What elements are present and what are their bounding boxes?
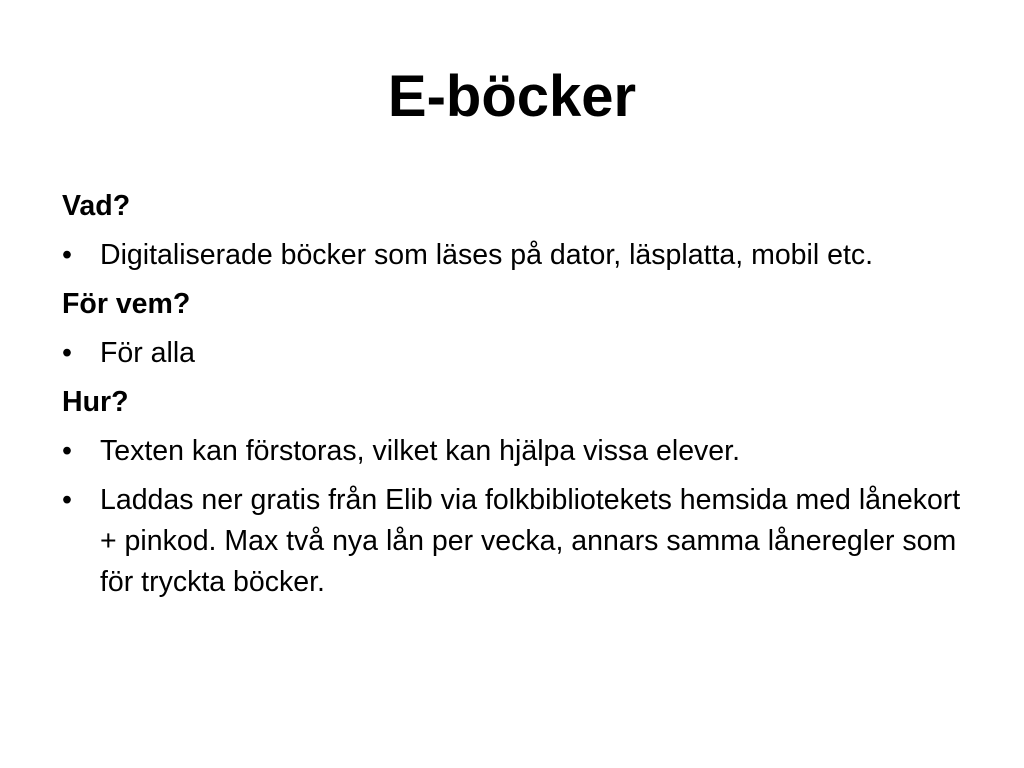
bullet-item [62, 333, 962, 374]
bullet-item [62, 480, 962, 603]
section-heading-vad: Vad? [62, 190, 131, 222]
bullet-marker: • [62, 239, 72, 271]
bullet-marker: • [62, 484, 72, 516]
bullet-text: Texten kan förstoras, vilket kan hjälpa vissa elever. [100, 435, 740, 467]
section-heading-for-vem: För vem? [62, 288, 191, 320]
bullet-marker: • [62, 337, 72, 369]
slide-title: E-böcker [387, 64, 637, 129]
bullet-text: För alla [100, 337, 196, 369]
bullet-text: Laddas ner gratis från Elib via folkbibliotekets hemsida med lånekort + pinkod. Max två nya lån per vecka, annars samma låneregler som för tryckta böcker. [100, 484, 961, 598]
bullet-marker: • [62, 435, 72, 467]
bullet-text: Digitaliserade böcker som läses på dator, läsplatta, mobil etc. [100, 239, 874, 271]
section-heading-hur: Hur? [62, 386, 129, 418]
bullet-item [62, 431, 962, 472]
bullet-item [62, 235, 962, 276]
slide-content [62, 186, 962, 611]
